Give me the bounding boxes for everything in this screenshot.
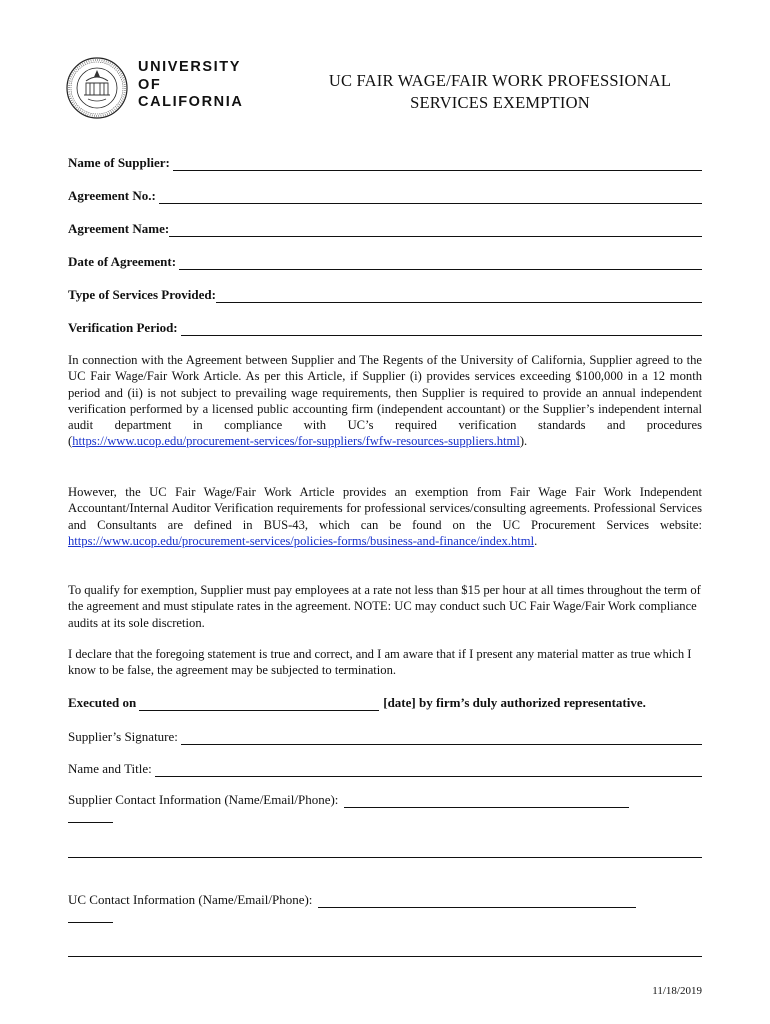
type-of-services-field[interactable] bbox=[68, 285, 702, 303]
agreement-no-field[interactable] bbox=[68, 186, 702, 204]
field-label: Supplier’s Signature: bbox=[68, 729, 178, 744]
executed-suffix: [date] by firm’s duly authorized representative. bbox=[383, 695, 646, 710]
fill-line[interactable] bbox=[179, 257, 702, 270]
name-of-supplier-field[interactable] bbox=[68, 153, 702, 171]
supplier-contact-extra-line[interactable] bbox=[68, 857, 702, 858]
field-label: Agreement No.: bbox=[68, 188, 156, 203]
agreement-name-field[interactable] bbox=[68, 219, 702, 237]
verification-period-field[interactable] bbox=[68, 318, 702, 336]
executed-date-line[interactable] bbox=[139, 698, 379, 711]
field-label: Name and Title: bbox=[68, 761, 152, 776]
supplier-contact-line-continuation[interactable] bbox=[68, 822, 113, 823]
supplier-contact-row bbox=[68, 792, 629, 808]
title-line-1: UC FAIR WAGE/FAIR WORK PROFESSIONAL bbox=[328, 71, 672, 90]
wordmark-line-2: OF bbox=[138, 76, 162, 93]
paragraph-exemption bbox=[68, 484, 702, 549]
uc-contact-label: UC Contact Information (Name/Email/Phone): bbox=[68, 892, 313, 907]
paragraph-verification-requirement bbox=[68, 352, 702, 450]
fill-line[interactable] bbox=[181, 732, 702, 745]
document-title bbox=[300, 70, 700, 114]
uc-contact-line[interactable] bbox=[318, 895, 636, 908]
paragraph-end: ). bbox=[519, 434, 528, 449]
uc-contact-line-continuation[interactable] bbox=[68, 922, 113, 923]
uc-contact-row bbox=[68, 892, 636, 908]
field-label: Agreement Name: bbox=[68, 221, 170, 236]
university-seal-icon bbox=[66, 57, 128, 119]
uc-contact-extra-line[interactable] bbox=[68, 956, 702, 957]
supplier-contact-label: Supplier Contact Information (Name/Email/Phone): bbox=[68, 792, 339, 807]
field-label: Type of Services Provided: bbox=[68, 287, 216, 302]
executed-prefix: Executed on bbox=[68, 695, 137, 710]
field-label: Name of Supplier: bbox=[68, 155, 170, 170]
paragraph-declaration: I declare that the foregoing statement is true and correct, and I am aware that if I present any material matter as true which I know to be false, the agreement may be subjected to termination. bbox=[68, 647, 692, 678]
revision-date: 11/18/2019 bbox=[652, 985, 702, 997]
fill-line[interactable] bbox=[155, 764, 702, 777]
policies-forms-link[interactable]: https://www.ucop.edu/procurement-services/policies-forms/business-and-finance/index.html bbox=[68, 533, 535, 548]
wordmark-line-1: UNIVERSITY bbox=[138, 59, 242, 75]
title-line-2: SERVICES EXEMPTION bbox=[410, 93, 590, 112]
field-label: Verification Period: bbox=[68, 320, 178, 335]
paragraph-text: In connection with the Agreement between Supplier and The Regents of the University of California, Supplier agreed to the UC Fair Wage/Fair Work Article. As per this Article, if Supplier (i) provides services exceeding $100,000 in a 12 month period and (ii) is not subject to prevailing wage requirements, then Supplier is required to provide an annual independent verification performed by a licensed public accounting firm (independent accountant) or the Supplier’s independent internal audit department in compliance with UC’s required verification standards and procedures ( bbox=[68, 353, 702, 449]
supplier-signature-field[interactable] bbox=[68, 727, 702, 745]
fill-line[interactable] bbox=[169, 224, 702, 237]
field-label: Date of Agreement: bbox=[68, 254, 177, 269]
name-and-title-field[interactable] bbox=[68, 759, 702, 777]
date-of-agreement-field[interactable] bbox=[68, 252, 702, 270]
university-wordmark bbox=[138, 59, 243, 112]
paragraph-qualification: To qualify for exemption, Supplier must pay employees at a rate not less than $15 per hour at all times throughout the term of the agreement and must stipulate rates in the agreement. NOTE: UC may conduct such UC Fair Wage/Fair Work compliance audits at its sole discretion. bbox=[68, 583, 701, 630]
fwfw-resources-link[interactable]: https://www.ucop.edu/procurement-services/for-suppliers/fwfw-resources-suppliers.html bbox=[72, 434, 520, 449]
wordmark-line-3: CALIFORNIA bbox=[138, 94, 244, 110]
supplier-contact-line[interactable] bbox=[344, 795, 629, 808]
executed-on-row bbox=[68, 695, 646, 711]
fill-line[interactable] bbox=[216, 290, 702, 303]
fill-line[interactable] bbox=[173, 158, 702, 171]
paragraph-text: However, the UC Fair Wage/Fair Work Article provides an exemption from Fair Wage Fair Work Independent Accountant/Internal Auditor Verification requirements for professional services/consulting agreements. Professional Services and Consultants are defined in BUS-43, which can be found on the UC Procurement Services website: bbox=[68, 485, 702, 532]
fill-line[interactable] bbox=[159, 191, 702, 204]
fill-line[interactable] bbox=[181, 323, 702, 336]
paragraph-end: . bbox=[534, 533, 538, 548]
